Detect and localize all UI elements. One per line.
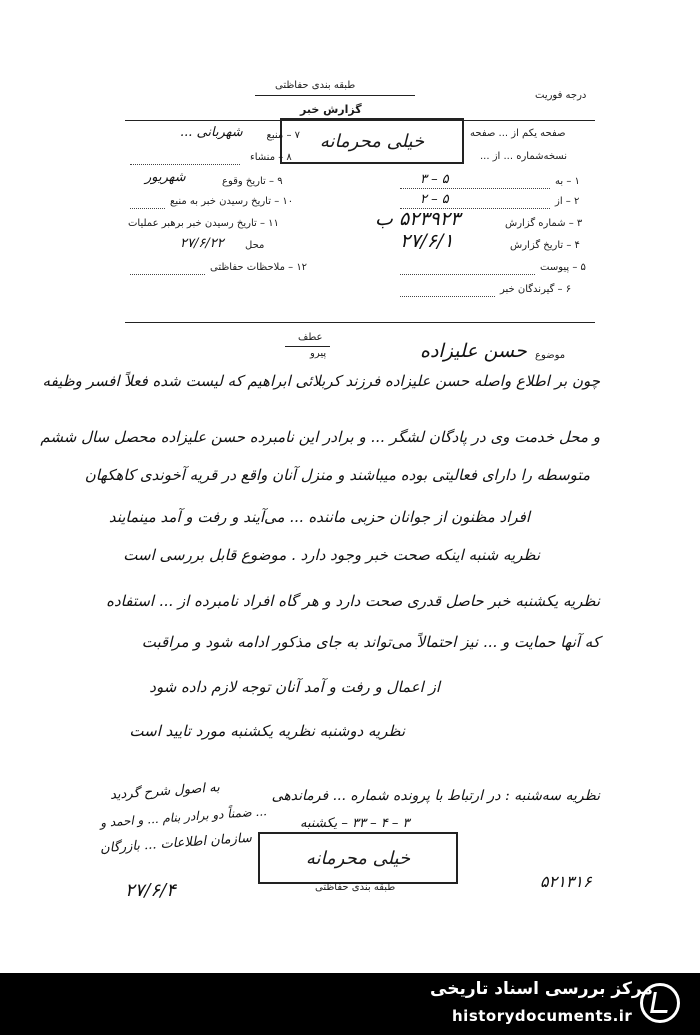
- left-note-line: سازمان اطلاعات ... بازرگان: [99, 830, 253, 857]
- signature-ref: ۳ – ۴ – ۳۳ – یکشنبه: [300, 816, 410, 831]
- field-recipients: ۶ – گیرندگان خبر: [500, 284, 572, 295]
- left-note-date: ۲۷/۶/۴: [125, 880, 176, 901]
- atf-label: عطف: [298, 332, 323, 343]
- body-line: و محل خدمت وی در پادگان لشگر ... و برادر این نامبرده حسن علیزاده محصل سال ششم: [40, 428, 600, 446]
- field-label: ملاحظات حفاظتی: [210, 262, 285, 273]
- bottom-stamp-text: خیلی محرمانه: [305, 847, 411, 869]
- field-to-line: [400, 188, 550, 189]
- field-to: ۱ – به: [555, 176, 580, 187]
- peyro-label: پیرو: [310, 348, 327, 359]
- field-origin-line: [130, 164, 240, 165]
- bottom-number: ۵۲۱۳۱۶: [540, 872, 592, 891]
- field-num: ۳: [576, 218, 583, 229]
- field-num: ۵: [580, 262, 586, 273]
- body-line: از اعمال و رفت و آمد آنان توجه لازم داده شود: [149, 678, 440, 696]
- top-stamp: [280, 118, 464, 164]
- field-label: تاریخ گزارش: [510, 240, 564, 251]
- classification-label: طبقه بندی حفاظتی: [275, 80, 356, 91]
- subject-label: موضوع: [535, 350, 566, 361]
- field-attachment-line: [400, 274, 535, 275]
- field-attachment: ۵ – پیوست: [540, 262, 586, 273]
- archive-logo-icon: [640, 983, 680, 1023]
- field-from-value: ۲ – ۵: [420, 192, 449, 207]
- field-source-arrival: ۱۰ – تاریخ رسیدن خبر به منبع: [170, 196, 294, 207]
- field-location: [245, 240, 264, 251]
- field-label: محل: [245, 240, 265, 251]
- page-label: صفحه یکم از ... صفحه: [470, 128, 566, 139]
- body-line: نظریه یکشنبه خبر حاصل قدری صحت دارد و هر گاه افراد نامبرده از ... استفاده: [106, 592, 600, 610]
- field-label: شماره گزارش: [505, 218, 566, 229]
- atf-underline: [285, 346, 330, 347]
- left-note-line: ... ضمناً دو برادر بنام ... و احمد و: [99, 804, 268, 830]
- left-note-line: به اصول شرح گردید: [109, 780, 221, 803]
- field-report-date: ۴ – تاریخ گزارش: [510, 240, 580, 251]
- field-security-notes: ۱۲ – ملاحظات حفاظتی: [210, 262, 308, 273]
- bottom-classification: طبقه بندی حفاظتی: [315, 882, 396, 893]
- field-report-date-value: ۲۷/۶/۱: [400, 230, 454, 252]
- body-line: نظریه دوشنبه نظریه یکشنبه مورد تایید است: [129, 722, 405, 740]
- field-num: ۴: [574, 240, 580, 251]
- field-label: گیرندگان خبر: [500, 284, 555, 295]
- field-num: ۸: [286, 152, 292, 163]
- urgency-label: درجه فوریت: [535, 90, 587, 101]
- field-num: ۱۱: [268, 218, 279, 229]
- mid-rule: [125, 322, 595, 323]
- body-line: نظریه شنبه اینکه صحت خبر وجود دارد . موضوع قابل بررسی است: [123, 546, 540, 564]
- field-label: منبع: [266, 130, 284, 141]
- field-security-line: [130, 274, 205, 275]
- field-label: تاریخ رسیدن خبر برهبر عملیات: [128, 218, 257, 229]
- field-to-value: ۳ – ۵: [420, 172, 449, 187]
- field-num: ۱: [574, 176, 580, 187]
- copy-label: نسخه‌شماره ... از ...: [480, 151, 568, 162]
- field-label: از: [555, 196, 563, 207]
- field-num: ۹: [277, 176, 283, 187]
- bottom-stamp: [258, 832, 458, 884]
- body-line: که آنها حمایت و ... نیز احتمالاً می‌تواند به جای مذکور ادامه شود و مراقبت: [141, 633, 600, 651]
- body-line: متوسطه را دارای فعالیتی بوده میباشند و منزل آنان واقع در قریه آخوندی کاهکهان: [84, 466, 590, 484]
- field-source-arrival-line: [130, 208, 165, 209]
- field-num: ۷: [294, 130, 300, 141]
- field-num: ۶: [565, 284, 572, 295]
- field-ops-arrival: ۱۱ – تاریخ رسیدن خبر برهبر عملیات: [128, 218, 279, 229]
- field-recipients-line: [400, 296, 495, 297]
- field-report-number: ۳ – شماره گزارش: [505, 218, 583, 229]
- field-origin: ۸ – منشاء: [250, 152, 292, 163]
- field-label: تاریخ وقوع: [222, 176, 266, 187]
- top-stamp-text: خیلی محرمانه: [319, 130, 425, 152]
- footer-url: historydocuments.ir: [452, 1007, 633, 1025]
- classification-underline: [255, 95, 415, 96]
- field-location-value: ۲۷/۶/۲۲: [180, 236, 224, 251]
- field-label: به: [555, 176, 564, 187]
- field-label: منشاء: [250, 152, 276, 163]
- field-num: ۱۰: [282, 196, 294, 207]
- field-num: ۱۲: [296, 262, 308, 273]
- field-label: تاریخ رسیدن خبر به منبع: [170, 196, 272, 207]
- field-source: ۷ – منبع: [266, 130, 300, 141]
- field-occurrence-date: ۹ – تاریخ وقوع: [222, 176, 283, 187]
- field-num: ۲: [573, 196, 580, 207]
- footer-org: مرکز بررسی اسناد تاریخی: [430, 979, 653, 999]
- subject-value: حسن علیزاده: [420, 340, 527, 362]
- body-line: افراد مظنون از جوانان حزبی ماننده ... می‌آیند و رفت و آمد مینمایند: [108, 508, 530, 526]
- field-label: پیوست: [540, 262, 570, 273]
- field-from: ۲ – از: [555, 196, 580, 207]
- field-occurrence-value: شهریور: [145, 170, 186, 185]
- signature-line: نظریه سه‌شنبه : در ارتباط با پرونده شماره ... فرماندهی: [271, 788, 600, 804]
- report-title: گزارش خبر: [300, 103, 362, 116]
- body-line: چون بر اطلاع واصله حسن علیزاده فرزند کربلائی ابراهیم که لیست شده فعلاً افسر وظیفه: [42, 372, 600, 390]
- footer-watermark: [0, 973, 700, 1035]
- field-report-number-value: ۵۲۳۹۲۳ ب: [375, 208, 461, 230]
- field-source-value: شهربانی ...: [180, 125, 243, 140]
